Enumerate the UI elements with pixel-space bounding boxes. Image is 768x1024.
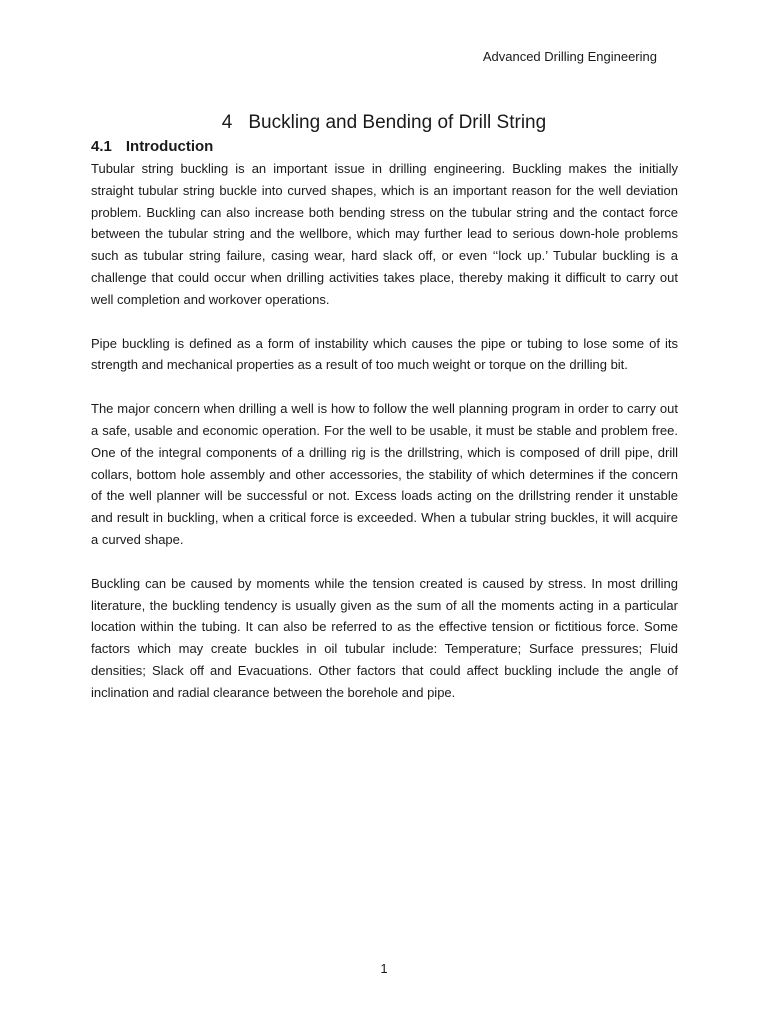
section-title: Introduction — [125, 138, 214, 155]
paragraph: The major concern when drilling a well is how to follow the well planning program in order to carry out a safe, usable and economic operation. For the well to be usable, it must be stable and problem free. One of the integral components of a drilling rig is the drillstring, which is composed of drill pipe, drill collars, bottom hole assembly and other accessories, the stability of which determines if the concern of the well planner will be successful or not. Excess loads acting on the drillstring render it unstable and result in buckling, when a critical force is exceeded. When a tubular string buckles, it will acquire a curved shape. — [91, 401, 678, 547]
paragraph: Pipe buckling is defined as a form of instability which causes the pipe or tubing to lose some of its strength and mechanical properties as a result of too much weight or torque on the drilling bit. — [91, 335, 678, 373]
page-number: 1 — [380, 961, 388, 976]
section-heading — [91, 137, 213, 157]
paragraph: Buckling can be caused by moments while the tension created is caused by stress. In most drilling literature, the buckling tendency is usually given as the sum of all the moments acting in a particular location within the tubing. It can also be referred to as the effective tension or fictitious force. Some factors which may create buckles in oil tubular include: Temperature; Surface pressures; Fluid densities; Slack off and Evacuations. Other factors that could affect buckling include the angle of inclination and radial clearance between the borehole and pipe. — [91, 575, 678, 700]
section-number: 4.1 — [91, 138, 112, 155]
running-header: Advanced Drilling Engineering — [482, 49, 657, 64]
chapter-number: 4 — [221, 112, 233, 133]
chapter-title — [0, 110, 768, 136]
body-text — [91, 158, 678, 726]
paragraph: Tubular string buckling is an important issue in drilling engineering. Buckling makes the initially straight tubular string buckle into curved shapes, which is an important reason for the well deviation problem. Buckling can also increase both bending stress on the tubular string and the contact force between the tubular string and the wellbore, which may further lead to serious down-hole problems such as tubular string failure, casing wear, hard slack off, or even ‘‘lock up.’ Tubular buckling is a challenge that could occur when drilling activities takes place, thereby making it difficult to carry out well completion and workover operations. — [91, 161, 678, 307]
chapter-title-text: Buckling and Bending of Drill String — [248, 112, 547, 133]
